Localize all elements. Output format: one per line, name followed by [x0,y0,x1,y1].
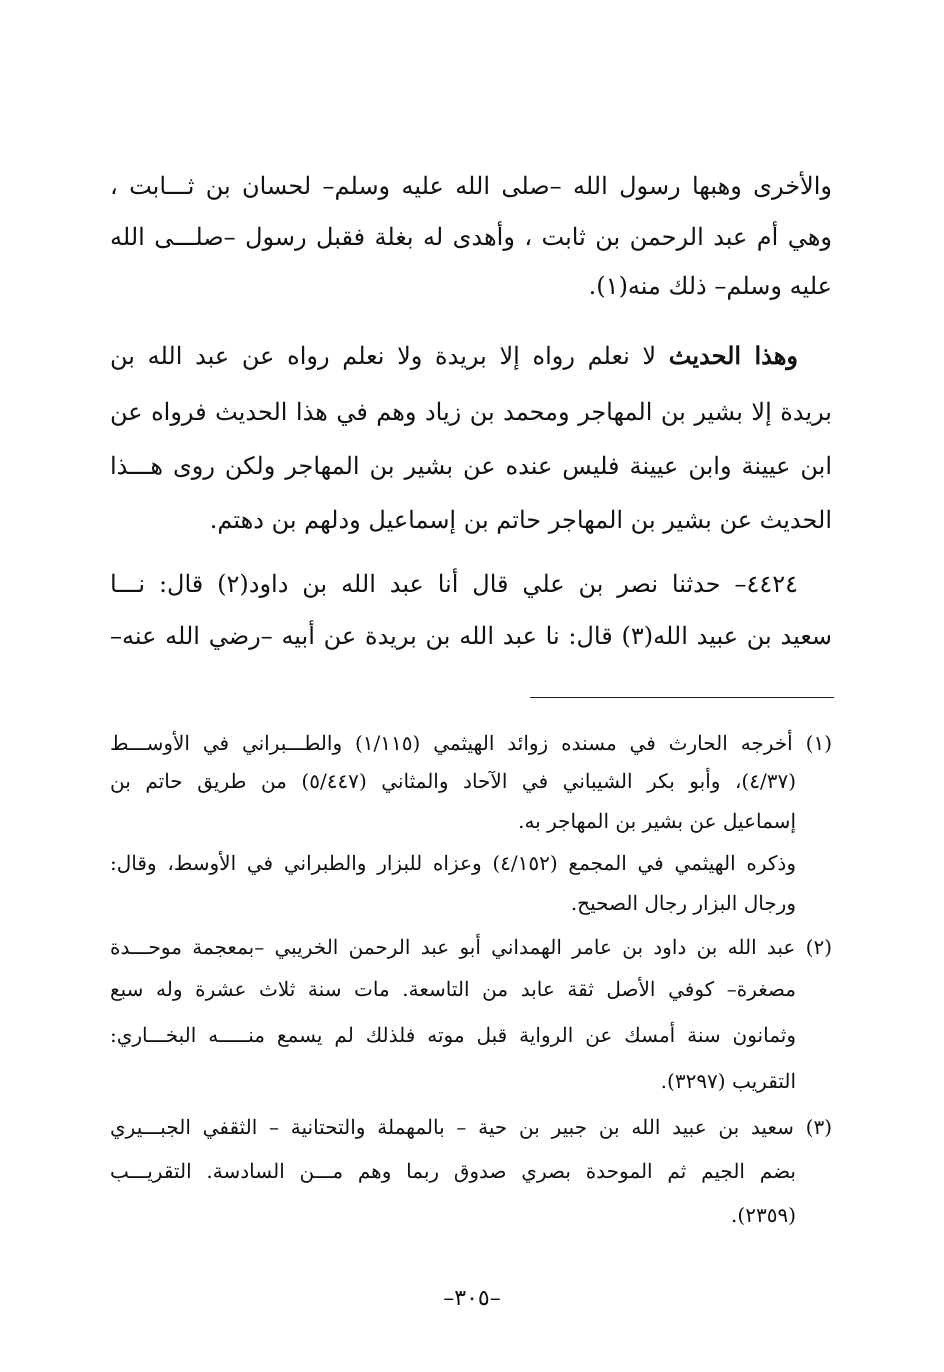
footnote-line: ورجال البزار رجال الصحيح. [570,891,796,915]
body-text: لا نعلم رواه إلا بريدة ولا نعلم رواه عن عبد الله بن [110,342,669,370]
footnote-line: وذكره الهيثمي في المجمع (٤/١٥٢) وعزاه للبزار والطبراني في الأوسط، وقال: [110,851,796,875]
hadith-line: سعيد بن عبيد الله(٣) قال: نا عبد الله بن بريدة عن أبيه –رضي الله عنه– [110,622,832,650]
footnote-line: (٤/٣٧)، وأبو بكر الشيباني في الآحاد والمثاني (٥/٤٤٧) من طريق حاتم بن [110,769,796,793]
body-line: والأخرى وهبها رسول الله –صلى الله عليه وسلم– لحسان بن ثـــابت ، [110,172,832,200]
footnote-line: (٢) عبد الله بن داود بن عامر الهمداني أبو عبد الرحمن الخريبي –بمعجمة موحـــدة [110,935,832,959]
body-line: الحديث عن بشير بن المهاجر حاتم بن إسماعيل ودلهم بن دهتم. [209,506,832,534]
footnote-line: مصغرة– كوفي الأصل ثقة عابد من التاسعة. مات سنة ثلاث عشرة وله سبع [110,977,796,1001]
body-line: وهي أم عبد الرحمن بن ثابت ، وأهدى له بغلة فقبل رسول –صلـــى الله [110,223,832,251]
footnote-line: (٢٣٥٩). [731,1203,796,1227]
body-line [110,336,798,376]
footnote-line: (١) أخرجه الحارث في مسنده زوائد الهيثمي (١/١١٥) والطـــبراني في الأوســـط [110,731,832,755]
footnote-line: التقريب (٣٢٩٧). [660,1069,796,1093]
body-line: بريدة إلا بشير بن المهاجر ومحمد بن زياد وهم في هذا الحديث فرواه عن [110,398,832,426]
footnote-line: (٣) سعيد بن عبيد الله بن جبير بن حية – بالمهملة والتحتانية – الثقفي الجبـــيري [110,1115,832,1139]
footnote-line: وثمانون سنة أمسك عن الرواية قبل موته فلذلك لم يسمع منـــــه البخـــاري: [110,1023,796,1047]
body-line: ابن عيينة وابن عيينة فليس عنده عن بشير بن المهاجر ولكن روى هـــذا [110,452,832,480]
footnote-separator [530,697,834,698]
footnote-line: إسماعيل عن بشير بن المهاجر به. [518,809,796,833]
footnote-line: بضم الجيم ثم الموحدة بصري صدوق ربما وهم مـــن السادسة. التقريـــب [110,1159,796,1183]
page-number: –٣٠٥– [443,1286,501,1311]
paragraph-lead: وهذا الحديث [668,341,798,370]
body-line: عليه وسلم– ذلك منه(١). [588,272,832,300]
hadith-line: ٤٤٢٤– حدثنا نصر بن علي قال أنا عبد الله بن داود(٢) قال: نـــا [110,570,798,598]
